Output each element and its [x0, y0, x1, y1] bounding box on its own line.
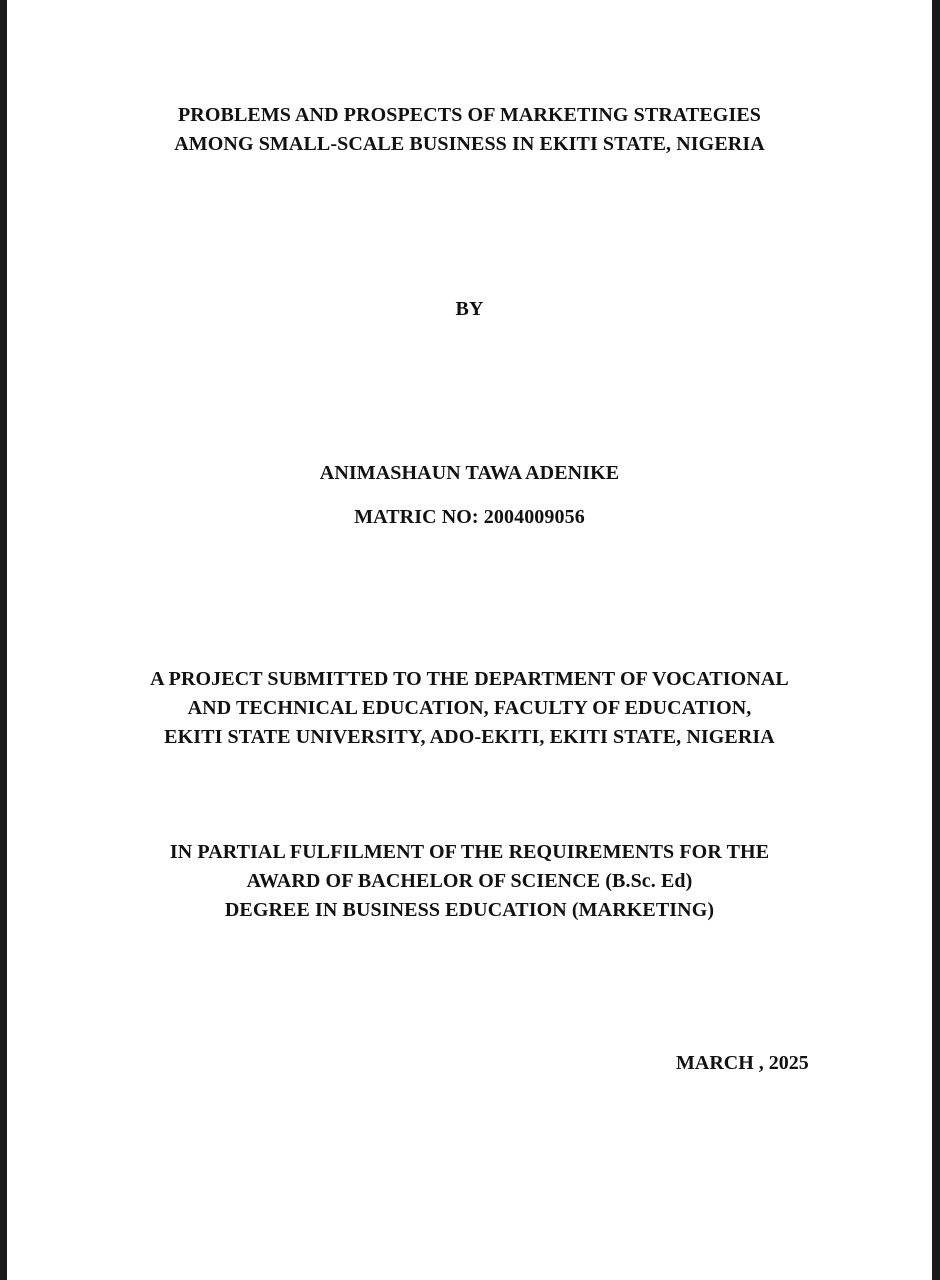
matric-number: MATRIC NO: 2004009056 — [354, 506, 585, 528]
fulfilment-line-3: DEGREE IN BUSINESS EDUCATION (MARKETING) — [224, 899, 715, 921]
fulfilment-statement — [7, 838, 932, 925]
submission-line-1: A PROJECT SUBMITTED TO THE DEPARTMENT OF VOCATIONAL — [150, 668, 789, 690]
right-page-edge — [932, 0, 940, 1280]
submission-line-3: EKITI STATE UNIVERSITY, ADO-EKITI, EKITI STATE, NIGERIA — [164, 726, 775, 748]
submission-statement — [7, 665, 932, 752]
submission-date: MARCH , 2025 — [676, 1052, 809, 1074]
document-page — [7, 0, 932, 1280]
fulfilment-line-1: IN PARTIAL FULFILMENT OF THE REQUIREMENTS FOR THE — [169, 841, 770, 863]
by-label: BY — [455, 298, 484, 320]
fulfilment-line-2: AWARD OF BACHELOR OF SCIENCE (B.Sc. Ed) — [246, 870, 693, 892]
submission-line-2: AND TECHNICAL EDUCATION, FACULTY OF EDUCATION, — [187, 697, 752, 719]
project-title — [7, 101, 932, 159]
author-name: ANIMASHAUN TAWA ADENIKE — [319, 462, 620, 484]
left-page-edge — [0, 0, 7, 1280]
title-line-1: PROBLEMS AND PROSPECTS OF MARKETING STRATEGIES — [177, 104, 762, 126]
title-line-2: AMONG SMALL-SCALE BUSINESS IN EKITI STATE, NIGERIA — [174, 133, 765, 155]
